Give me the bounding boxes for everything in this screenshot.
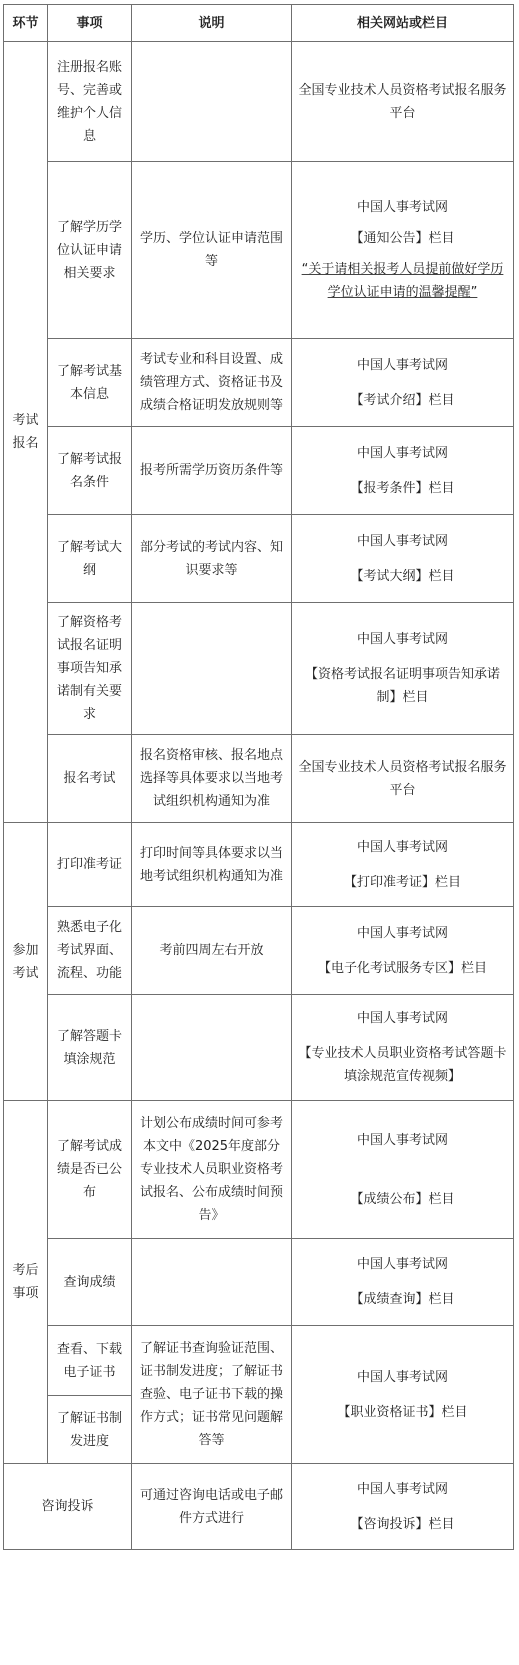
desc-cell (132, 995, 292, 1101)
desc-cell: 学历、学位认证申请范围等 (132, 162, 292, 339)
item-cell: 了解考试基本信息 (48, 339, 132, 427)
site-column: 【考试大纲】栏目 (350, 568, 455, 584)
site-column: 【咨询投诉】栏目 (350, 1516, 455, 1532)
site-cell (292, 823, 514, 907)
item-cell: 了解考试大纲 (48, 515, 132, 603)
item-cell: 了解学历学位认证申请相关要求 (48, 162, 132, 339)
item-cell: 查看、下载电子证书 (48, 1326, 132, 1396)
site-cell (292, 1326, 514, 1464)
item-cell: 查询成绩 (48, 1239, 132, 1326)
site-column: 【打印准考证】栏目 (343, 874, 461, 890)
desc-cell: 打印时间等具体要求以当地考试组织机构通知为准 (132, 823, 292, 907)
stage-cell-after: 考后 事项 (4, 1101, 48, 1464)
site-column: 【专业技术人员职业资格考试答题卡填涂规范宣传视频】 (298, 1046, 507, 1084)
desc-cell: 报名资格审核、报名地点选择等具体要求以当地考试组织机构通知为准 (132, 735, 292, 823)
table-row (4, 515, 514, 603)
desc-cell: 报考所需学历资历条件等 (132, 427, 292, 515)
header-stage: 环节 (4, 5, 48, 42)
site-name: 中国人事考试网 (356, 357, 448, 373)
site-name: 中国人事考试网 (356, 445, 448, 461)
notice-link[interactable]: “关于请相关报考人员提前做好学历学位认证申请的温馨提醒” (301, 262, 504, 300)
site-name: 中国人事考试网 (356, 1257, 448, 1272)
item-cell: 熟悉电子化考试界面、流程、功能 (48, 907, 132, 995)
desc-cell: 了解证书查询验证范围、证书制发进度；了解证书查验、电子证书下载的操作方式；证书常见问题解答等 (132, 1326, 292, 1464)
site-name: 全国专业技术人员资格考试报名服务平台 (298, 759, 507, 798)
site-cell (292, 515, 514, 603)
site-column: 【成绩公布】栏目 (350, 1191, 455, 1207)
site-name: 中国人事考试网 (356, 1369, 448, 1385)
site-cell (292, 995, 514, 1101)
site-cell (292, 603, 514, 735)
desc-cell (132, 42, 292, 162)
site-column: 【资格考试报名证明事项告知承诺制】栏目 (304, 667, 500, 705)
site-name: 中国人事考试网 (356, 533, 448, 549)
site-cell (292, 1464, 514, 1550)
table-row (4, 823, 514, 907)
header-item: 事项 (48, 5, 132, 42)
item-cell: 注册报名账号、完善或维护个人信息 (48, 42, 132, 162)
site-column: 【通知公告】栏目 (350, 231, 455, 246)
site-name: 中国人事考试网 (356, 200, 448, 215)
desc-cell: 考试专业和科目设置、成绩管理方式、资格证书及成绩合格证明发放规则等 (132, 339, 292, 427)
desc-cell: 考前四周左右开放 (132, 907, 292, 995)
table-row (4, 995, 514, 1101)
desc-cell (132, 603, 292, 735)
site-name: 中国人事考试网 (356, 632, 448, 647)
table-row (4, 1101, 514, 1239)
item-cell: 了解证书制发进度 (48, 1396, 132, 1464)
site-name: 全国专业技术人员资格考试报名服务平台 (298, 82, 507, 121)
site-name: 中国人事考试网 (356, 839, 448, 855)
desc-cell: 部分考试的考试内容、知识要求等 (132, 515, 292, 603)
site-column: 【成绩查询】栏目 (350, 1292, 455, 1307)
item-cell: 了解考试报名条件 (48, 427, 132, 515)
site-name: 中国人事考试网 (356, 1011, 448, 1026)
table-row (4, 42, 514, 162)
site-cell (292, 1101, 514, 1239)
site-cell (292, 1239, 514, 1326)
table-row (4, 339, 514, 427)
site-cell (292, 907, 514, 995)
item-cell: 了解答题卡填涂规范 (48, 995, 132, 1101)
site-name: 中国人事考试网 (356, 1132, 448, 1148)
site-column: 【电子化考试服务专区】栏目 (317, 960, 487, 976)
table-row (4, 603, 514, 735)
site-column: 【报考条件】栏目 (350, 480, 455, 496)
site-cell (292, 162, 514, 339)
site-cell (292, 735, 514, 823)
site-name: 中国人事考试网 (356, 925, 448, 941)
site-cell (292, 42, 514, 162)
desc-cell (132, 1239, 292, 1326)
site-name: 中国人事考试网 (356, 1481, 448, 1497)
table-row (4, 162, 514, 339)
desc-cell: 计划公布成绩时间可参考本文中《2025年度部分专业技术人员职业资格考试报名、公布成绩时间预告》 (132, 1101, 292, 1239)
stage-cell-registration: 考试 报名 (4, 42, 48, 823)
table-row (4, 1326, 514, 1396)
item-cell: 了解考试成绩是否已公布 (48, 1101, 132, 1239)
header-desc: 说明 (132, 5, 292, 42)
table-row (4, 735, 514, 823)
item-cell: 了解资格考试报名证明事项告知承诺制有关要求 (48, 603, 132, 735)
table-row (4, 1239, 514, 1326)
header-row (4, 5, 514, 42)
item-cell: 报名考试 (48, 735, 132, 823)
site-column: 【考试介绍】栏目 (350, 392, 455, 408)
stage-cell-exam: 参加 考试 (4, 823, 48, 1101)
site-column: 【职业资格证书】栏目 (337, 1404, 468, 1420)
site-cell (292, 427, 514, 515)
item-cell: 咨询投诉 (4, 1464, 132, 1550)
desc-cell: 可通过咨询电话或电子邮件方式进行 (132, 1464, 292, 1550)
header-site: 相关网站或栏目 (292, 5, 514, 42)
site-cell (292, 339, 514, 427)
exam-guide-table (3, 4, 514, 1550)
table-row (4, 1464, 514, 1550)
table-row (4, 427, 514, 515)
table-row (4, 907, 514, 995)
item-cell: 打印准考证 (48, 823, 132, 907)
